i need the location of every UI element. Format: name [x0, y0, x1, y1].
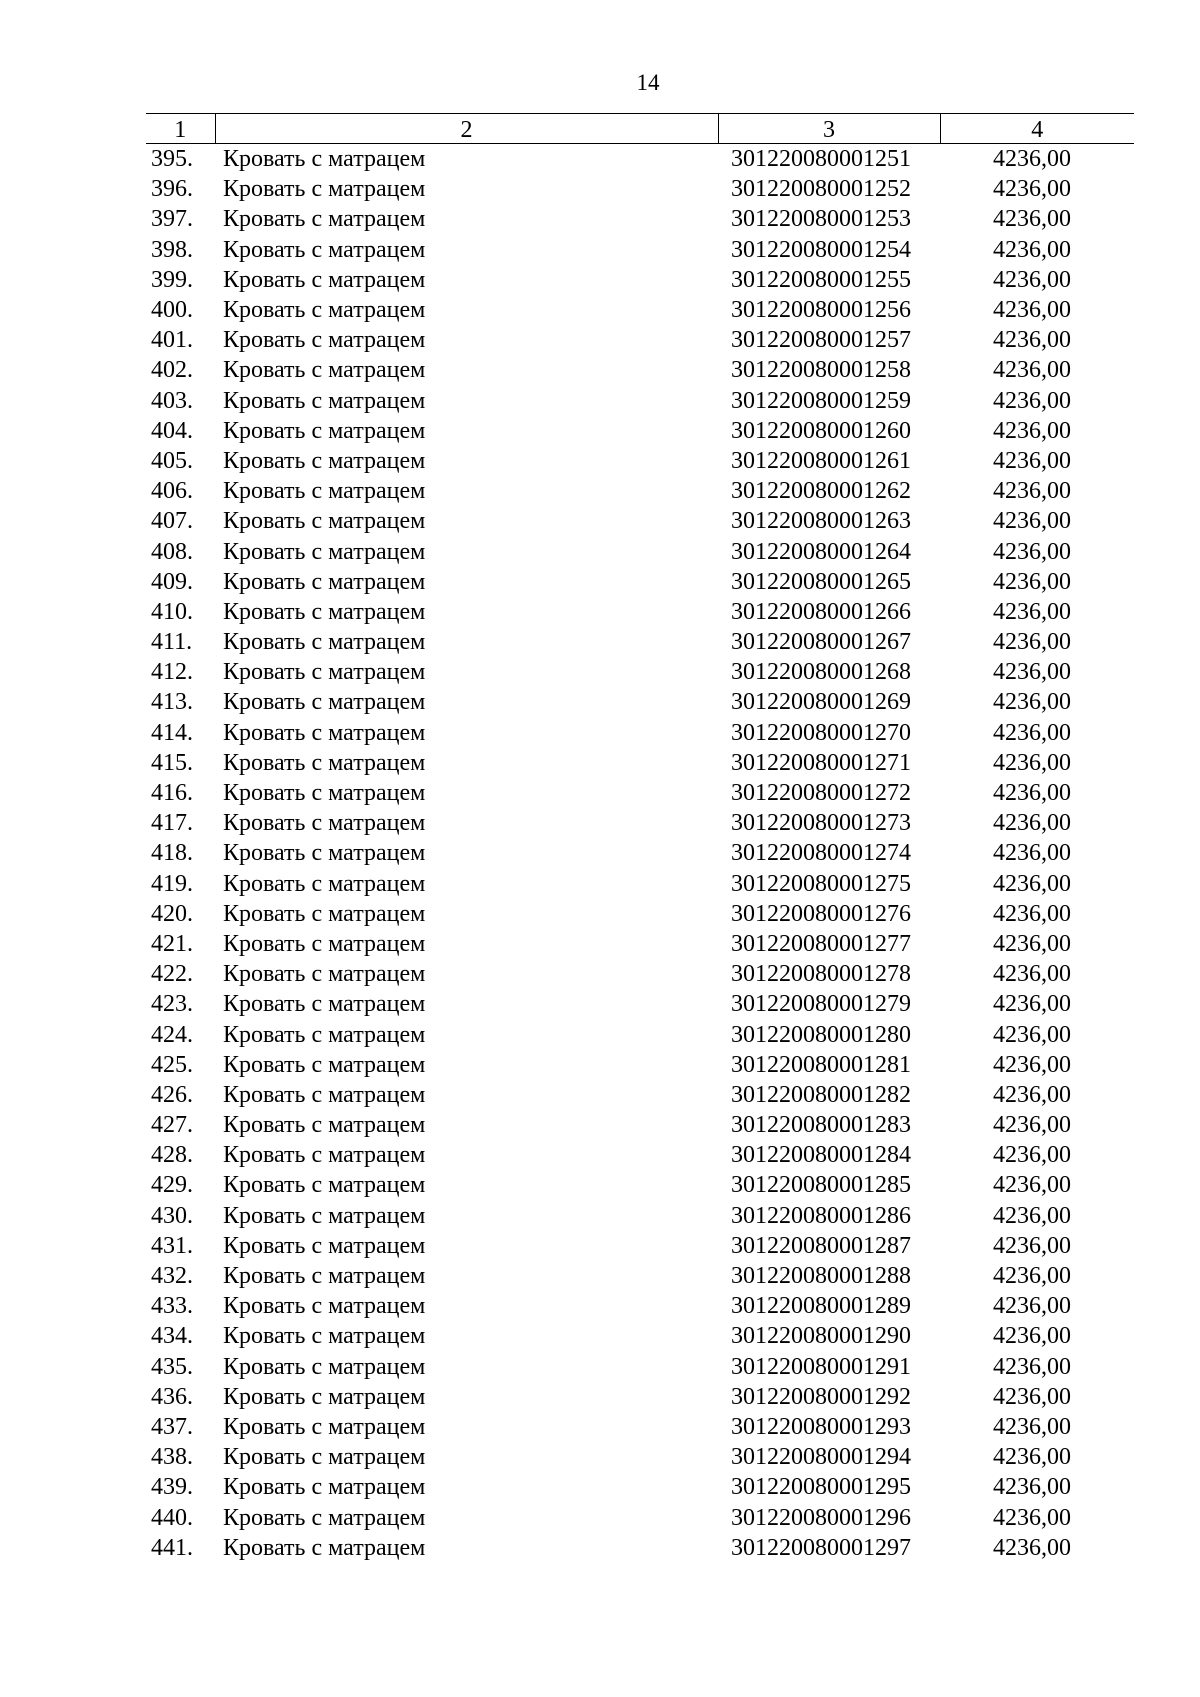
- inventory-number-cell: 301220080001282: [731, 1081, 911, 1108]
- inventory-number-cell: 301220080001293: [731, 1413, 911, 1440]
- amount-cell: 4236,00: [993, 538, 1071, 565]
- item-name-cell: Кровать с матрацем: [223, 629, 426, 656]
- item-name-cell: Кровать с матрацем: [223, 810, 426, 837]
- row-number-cell: 422.: [151, 961, 193, 988]
- table-header: [146, 114, 1134, 144]
- row-number-cell: 409.: [151, 568, 193, 595]
- item-name-cell: Кровать с матрацем: [223, 1202, 426, 1229]
- row-number-cell: 440.: [151, 1504, 193, 1531]
- table-row: [146, 778, 1134, 808]
- table-body: [146, 144, 1134, 1563]
- item-name-cell: Кровать с матрацем: [223, 1474, 426, 1501]
- amount-cell: 4236,00: [993, 1534, 1071, 1561]
- table-row: [146, 386, 1134, 416]
- row-number-cell: 395.: [151, 146, 193, 173]
- inventory-number-cell: 301220080001268: [731, 659, 911, 686]
- table-row: [146, 657, 1134, 687]
- inventory-number-cell: 301220080001291: [731, 1353, 911, 1380]
- row-number-cell: 405.: [151, 447, 193, 474]
- item-name-cell: Кровать с матрацем: [223, 659, 426, 686]
- inventory-number-cell: 301220080001257: [731, 327, 911, 354]
- inventory-number-cell: 301220080001276: [731, 900, 911, 927]
- inventory-number-cell: 301220080001270: [731, 719, 911, 746]
- amount-cell: 4236,00: [993, 447, 1071, 474]
- inventory-number-cell: 301220080001262: [731, 478, 911, 505]
- table-row: [146, 204, 1134, 234]
- table-row: [146, 989, 1134, 1019]
- item-name-cell: Кровать с матрацем: [223, 508, 426, 535]
- table-row: [146, 265, 1134, 295]
- amount-cell: 4236,00: [993, 961, 1071, 988]
- row-number-cell: 433.: [151, 1293, 193, 1320]
- amount-cell: 4236,00: [993, 266, 1071, 293]
- page-number: 14: [636, 70, 660, 95]
- inventory-number-cell: 301220080001274: [731, 840, 911, 867]
- row-number-cell: 430.: [151, 1202, 193, 1229]
- table-row: [146, 1140, 1134, 1170]
- item-name-cell: Кровать с матрацем: [223, 1021, 426, 1048]
- row-number-cell: 428.: [151, 1142, 193, 1169]
- amount-cell: 4236,00: [993, 206, 1071, 233]
- row-number-cell: 419.: [151, 870, 193, 897]
- inventory-number-cell: 301220080001255: [731, 266, 911, 293]
- amount-cell: 4236,00: [993, 598, 1071, 625]
- inventory-number-cell: 301220080001271: [731, 749, 911, 776]
- item-name-cell: Кровать с матрацем: [223, 870, 426, 897]
- item-name-cell: Кровать с матрацем: [223, 1534, 426, 1561]
- inventory-number-cell: 301220080001290: [731, 1323, 911, 1350]
- item-name-cell: Кровать с матрацем: [223, 1413, 426, 1440]
- amount-cell: 4236,00: [993, 749, 1071, 776]
- amount-cell: 4236,00: [993, 1504, 1071, 1531]
- column-header-1: 1: [146, 114, 215, 144]
- amount-cell: 4236,00: [993, 1202, 1071, 1229]
- row-number-cell: 420.: [151, 900, 193, 927]
- table-row: [146, 1170, 1134, 1200]
- item-name-cell: Кровать с матрацем: [223, 447, 426, 474]
- amount-cell: 4236,00: [993, 1474, 1071, 1501]
- item-name-cell: Кровать с матрацем: [223, 236, 426, 263]
- row-number-cell: 432.: [151, 1263, 193, 1290]
- row-number-cell: 404.: [151, 417, 193, 444]
- inventory-number-cell: 301220080001256: [731, 297, 911, 324]
- row-number-cell: 421.: [151, 930, 193, 957]
- inventory-number-cell: 301220080001269: [731, 689, 911, 716]
- table-row: [146, 1050, 1134, 1080]
- inventory-number-cell: 301220080001260: [731, 417, 911, 444]
- row-number-cell: 400.: [151, 297, 193, 324]
- amount-cell: 4236,00: [993, 297, 1071, 324]
- row-number-cell: 434.: [151, 1323, 193, 1350]
- table-row: [146, 959, 1134, 989]
- row-number-cell: 439.: [151, 1474, 193, 1501]
- amount-cell: 4236,00: [993, 1383, 1071, 1410]
- amount-cell: 4236,00: [993, 1323, 1071, 1350]
- item-name-cell: Кровать с матрацем: [223, 930, 426, 957]
- item-name-cell: Кровать с матрацем: [223, 719, 426, 746]
- table-row: [146, 446, 1134, 476]
- item-name-cell: Кровать с матрацем: [223, 387, 426, 414]
- amount-cell: 4236,00: [993, 1021, 1071, 1048]
- table-row: [146, 476, 1134, 506]
- amount-cell: 4236,00: [993, 900, 1071, 927]
- table-row: [146, 929, 1134, 959]
- table-row: [146, 416, 1134, 446]
- row-number-cell: 441.: [151, 1534, 193, 1561]
- inventory-number-cell: 301220080001254: [731, 236, 911, 263]
- table-row: [146, 1533, 1134, 1563]
- inventory-number-cell: 301220080001285: [731, 1172, 911, 1199]
- item-name-cell: Кровать с матрацем: [223, 266, 426, 293]
- inventory-number-cell: 301220080001297: [731, 1534, 911, 1561]
- row-number-cell: 397.: [151, 206, 193, 233]
- table-row: [146, 1442, 1134, 1472]
- inventory-number-cell: 301220080001294: [731, 1444, 911, 1471]
- row-number-cell: 435.: [151, 1353, 193, 1380]
- row-number-cell: 407.: [151, 508, 193, 535]
- row-number-cell: 426.: [151, 1081, 193, 1108]
- amount-cell: 4236,00: [993, 417, 1071, 444]
- item-name-cell: Кровать с матрацем: [223, 1142, 426, 1169]
- table-row: [146, 718, 1134, 748]
- row-number-cell: 429.: [151, 1172, 193, 1199]
- row-number-cell: 406.: [151, 478, 193, 505]
- table-row: [146, 1412, 1134, 1442]
- inventory-table: [146, 113, 1134, 1563]
- item-name-cell: Кровать с матрацем: [223, 206, 426, 233]
- amount-cell: 4236,00: [993, 1444, 1071, 1471]
- column-header-3: 3: [718, 114, 940, 144]
- amount-cell: 4236,00: [993, 870, 1071, 897]
- row-number-cell: 402.: [151, 357, 193, 384]
- row-number-cell: 411.: [151, 629, 193, 656]
- inventory-number-cell: 301220080001281: [731, 1051, 911, 1078]
- table-row: [146, 1472, 1134, 1502]
- row-number-cell: 398.: [151, 236, 193, 263]
- inventory-number-cell: 301220080001266: [731, 598, 911, 625]
- item-name-cell: Кровать с матрацем: [223, 1444, 426, 1471]
- item-name-cell: Кровать с матрацем: [223, 840, 426, 867]
- amount-cell: 4236,00: [993, 810, 1071, 837]
- row-number-cell: 412.: [151, 659, 193, 686]
- amount-cell: 4236,00: [993, 689, 1071, 716]
- inventory-number-cell: 301220080001283: [731, 1112, 911, 1139]
- inventory-number-cell: 301220080001277: [731, 930, 911, 957]
- inventory-number-cell: 301220080001261: [731, 447, 911, 474]
- row-number-cell: 414.: [151, 719, 193, 746]
- item-name-cell: Кровать с матрацем: [223, 689, 426, 716]
- row-number-cell: 424.: [151, 1021, 193, 1048]
- table-row: [146, 1352, 1134, 1382]
- row-number-cell: 431.: [151, 1232, 193, 1259]
- row-number-cell: 425.: [151, 1051, 193, 1078]
- item-name-cell: Кровать с матрацем: [223, 1504, 426, 1531]
- inventory-number-cell: 301220080001267: [731, 629, 911, 656]
- item-name-cell: Кровать с матрацем: [223, 749, 426, 776]
- amount-cell: 4236,00: [993, 629, 1071, 656]
- item-name-cell: Кровать с матрацем: [223, 780, 426, 807]
- inventory-number-cell: 301220080001258: [731, 357, 911, 384]
- table-row: [146, 325, 1134, 355]
- table-row: [146, 687, 1134, 717]
- row-number-cell: 410.: [151, 598, 193, 625]
- table-row: [146, 1019, 1134, 1049]
- amount-cell: 4236,00: [993, 930, 1071, 957]
- item-name-cell: Кровать с матрацем: [223, 1263, 426, 1290]
- amount-cell: 4236,00: [993, 991, 1071, 1018]
- inventory-number-cell: 301220080001259: [731, 387, 911, 414]
- item-name-cell: Кровать с матрацем: [223, 568, 426, 595]
- table-row: [146, 808, 1134, 838]
- row-number-cell: 438.: [151, 1444, 193, 1471]
- row-number-cell: 399.: [151, 266, 193, 293]
- table-row: [146, 899, 1134, 929]
- table-row: [146, 597, 1134, 627]
- amount-cell: 4236,00: [993, 508, 1071, 535]
- table-row: [146, 295, 1134, 325]
- table-row: [146, 235, 1134, 265]
- inventory-number-cell: 301220080001253: [731, 206, 911, 233]
- table-row: [146, 567, 1134, 597]
- inventory-number-cell: 301220080001275: [731, 870, 911, 897]
- amount-cell: 4236,00: [993, 357, 1071, 384]
- item-name-cell: Кровать с матрацем: [223, 991, 426, 1018]
- inventory-number-cell: 301220080001278: [731, 961, 911, 988]
- item-name-cell: Кровать с матрацем: [223, 900, 426, 927]
- inventory-number-cell: 301220080001284: [731, 1142, 911, 1169]
- table-row: [146, 1110, 1134, 1140]
- inventory-number-cell: 301220080001264: [731, 538, 911, 565]
- inventory-number-cell: 301220080001280: [731, 1021, 911, 1048]
- item-name-cell: Кровать с матрацем: [223, 1293, 426, 1320]
- row-number-cell: 437.: [151, 1413, 193, 1440]
- row-number-cell: 415.: [151, 749, 193, 776]
- amount-cell: 4236,00: [993, 568, 1071, 595]
- table-row: [146, 1080, 1134, 1110]
- inventory-number-cell: 301220080001251: [731, 146, 911, 173]
- column-header-2: 2: [215, 114, 718, 144]
- item-name-cell: Кровать с матрацем: [223, 1081, 426, 1108]
- inventory-number-cell: 301220080001265: [731, 568, 911, 595]
- inventory-number-cell: 301220080001288: [731, 1263, 911, 1290]
- amount-cell: 4236,00: [993, 840, 1071, 867]
- row-number-cell: 427.: [151, 1112, 193, 1139]
- item-name-cell: Кровать с матрацем: [223, 1051, 426, 1078]
- inventory-number-cell: 301220080001292: [731, 1383, 911, 1410]
- inventory-number-cell: 301220080001263: [731, 508, 911, 535]
- row-number-cell: 401.: [151, 327, 193, 354]
- item-name-cell: Кровать с матрацем: [223, 538, 426, 565]
- row-number-cell: 396.: [151, 176, 193, 203]
- table-row: [146, 1231, 1134, 1261]
- item-name-cell: Кровать с матрацем: [223, 297, 426, 324]
- item-name-cell: Кровать с матрацем: [223, 961, 426, 988]
- item-name-cell: Кровать с матрацем: [223, 478, 426, 505]
- amount-cell: 4236,00: [993, 387, 1071, 414]
- table-row: [146, 627, 1134, 657]
- amount-cell: 4236,00: [993, 1142, 1071, 1169]
- amount-cell: 4236,00: [993, 176, 1071, 203]
- inventory-number-cell: 301220080001287: [731, 1232, 911, 1259]
- table-row: [146, 1261, 1134, 1291]
- item-name-cell: Кровать с матрацем: [223, 146, 426, 173]
- row-number-cell: 418.: [151, 840, 193, 867]
- amount-cell: 4236,00: [993, 1112, 1071, 1139]
- item-name-cell: Кровать с матрацем: [223, 1172, 426, 1199]
- amount-cell: 4236,00: [993, 1172, 1071, 1199]
- item-name-cell: Кровать с матрацем: [223, 1232, 426, 1259]
- table-row: [146, 869, 1134, 899]
- row-number-cell: 417.: [151, 810, 193, 837]
- item-name-cell: Кровать с матрацем: [223, 598, 426, 625]
- inventory-number-cell: 301220080001289: [731, 1293, 911, 1320]
- inventory-number-cell: 301220080001273: [731, 810, 911, 837]
- inventory-number-cell: 301220080001272: [731, 780, 911, 807]
- table-row: [146, 506, 1134, 536]
- inventory-number-cell: 301220080001286: [731, 1202, 911, 1229]
- item-name-cell: Кровать с матрацем: [223, 1353, 426, 1380]
- table-row: [146, 838, 1134, 868]
- table-row: [146, 144, 1134, 175]
- item-name-cell: Кровать с матрацем: [223, 1323, 426, 1350]
- table-row: [146, 536, 1134, 566]
- row-number-cell: 436.: [151, 1383, 193, 1410]
- table-row: [146, 1201, 1134, 1231]
- amount-cell: 4236,00: [993, 1293, 1071, 1320]
- amount-cell: 4236,00: [993, 1081, 1071, 1108]
- item-name-cell: Кровать с матрацем: [223, 176, 426, 203]
- row-number-cell: 408.: [151, 538, 193, 565]
- row-number-cell: 423.: [151, 991, 193, 1018]
- row-number-cell: 403.: [151, 387, 193, 414]
- table-row: [146, 355, 1134, 385]
- amount-cell: 4236,00: [993, 1413, 1071, 1440]
- amount-cell: 4236,00: [993, 1051, 1071, 1078]
- inventory-number-cell: 301220080001296: [731, 1504, 911, 1531]
- amount-cell: 4236,00: [993, 1353, 1071, 1380]
- table-row: [146, 1382, 1134, 1412]
- table-row: [146, 748, 1134, 778]
- table-row: [146, 1502, 1134, 1532]
- item-name-cell: Кровать с матрацем: [223, 1383, 426, 1410]
- amount-cell: 4236,00: [993, 478, 1071, 505]
- item-name-cell: Кровать с матрацем: [223, 1112, 426, 1139]
- row-number-cell: 413.: [151, 689, 193, 716]
- inventory-number-cell: 301220080001279: [731, 991, 911, 1018]
- item-name-cell: Кровать с матрацем: [223, 357, 426, 384]
- inventory-number-cell: 301220080001252: [731, 176, 911, 203]
- inventory-number-cell: 301220080001295: [731, 1474, 911, 1501]
- table-row: [146, 1291, 1134, 1321]
- amount-cell: 4236,00: [993, 327, 1071, 354]
- column-header-4: 4: [940, 114, 1134, 144]
- amount-cell: 4236,00: [993, 1263, 1071, 1290]
- table-header-row: [146, 114, 1134, 144]
- amount-cell: 4236,00: [993, 659, 1071, 686]
- amount-cell: 4236,00: [993, 780, 1071, 807]
- item-name-cell: Кровать с матрацем: [223, 327, 426, 354]
- item-name-cell: Кровать с матрацем: [223, 417, 426, 444]
- table-row: [146, 1321, 1134, 1351]
- table-row: [146, 174, 1134, 204]
- amount-cell: 4236,00: [993, 1232, 1071, 1259]
- amount-cell: 4236,00: [993, 236, 1071, 263]
- amount-cell: 4236,00: [993, 719, 1071, 746]
- row-number-cell: 416.: [151, 780, 193, 807]
- amount-cell: 4236,00: [993, 146, 1071, 173]
